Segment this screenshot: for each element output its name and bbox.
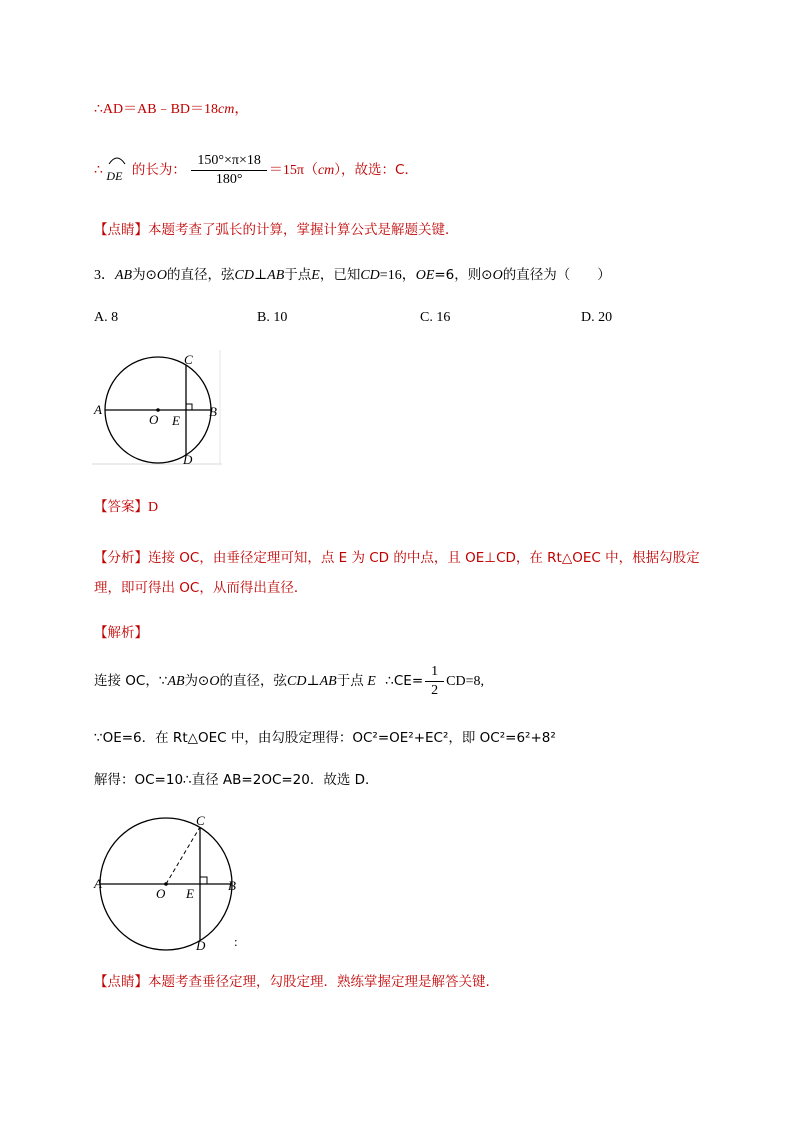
stray-colon: : [234,934,238,949]
arc-length-fraction [191,153,266,188]
circle-figure-2 [92,810,244,952]
label-o: O [149,412,159,427]
label-e: E [186,886,194,901]
label-b: B [228,878,236,893]
dianjing-note-1 [94,220,459,241]
arc-mark-icon [106,148,128,168]
dianjing-tag: 【点睛】 [94,974,148,990]
analysis-tag: 【分析】 [94,550,148,566]
fraction-numerator: 1 [425,664,444,682]
label-e: E [172,413,180,428]
choice-d[interactable]: D. 20 [581,310,613,325]
arc-label: DE [106,169,123,183]
choice-b[interactable]: B. 10 [257,310,288,325]
therefore-symbol: ∴ [94,163,103,178]
equation-text: AD＝AB﹣BD＝18 [102,102,219,117]
half-fraction [425,664,444,699]
label-d: D [183,452,193,467]
solution-line-1: 连接 OC，∵AB为⊙O的直径，弦CD⊥AB于点 E ∴CE= $\frac{1}{2}$ CD=8, [94,664,484,699]
arc-length-line [94,150,418,190]
solution-line-2: ∵OE=6．在 Rt△OEC 中，由勾股定理得：OC²=OE²+EC²，即 OC²=6²+8² [94,730,556,746]
solution-line-ad [94,100,248,120]
analysis-text: 连接 OC，由垂径定理可知，点 E 为 CD 的中点，且 OE⊥CD，在 Rt△OEC 中，根据勾股定 [148,550,700,566]
arc-length-label: 的长为： [131,162,186,178]
solution-line-3: 解得：OC=10∴直径 AB=2OC=20．故选 D． [94,772,379,788]
therefore-symbol: ∴ [94,102,103,117]
label-a: A [94,402,102,417]
label-o: O [156,886,166,901]
label-d: D [196,938,206,952]
answer-value: D [148,500,159,515]
right-angle-mark [200,877,207,884]
answer-tag: 【答案】 [94,499,148,515]
dianjing-tag: 【点睛】 [94,222,148,238]
fraction-numerator: 150°×π×18 [191,153,266,171]
dianjing-note-2 [94,972,490,993]
choice-a[interactable]: A. 8 [94,310,119,325]
result-text: ＝15π（ [268,163,318,178]
label-a: A [94,876,102,891]
label-c: C [196,813,205,828]
dianjing-text: 本题考查了弧长的计算，掌握计算公式是解题关键． [148,222,459,238]
choice-c[interactable]: C. 16 [420,310,451,325]
choice-text: ），故选：C． [334,162,418,178]
circle-figure-1 [92,350,224,468]
fraction-denominator: 180° [215,172,243,188]
unit-text: cm [218,102,235,117]
analysis-line-1 [94,548,700,569]
question-number: 3． [94,268,115,283]
jiexi-tag: 【解析】 [94,625,148,641]
punct: ， [234,102,249,117]
label-c: C [184,352,193,367]
unit-text: cm [317,163,335,178]
answer-line [94,497,158,518]
label-b: B [209,404,217,419]
question-3: 3．AB为⊙O的直径，弦CD⊥AB于点E，已知CD=16，OE=6，则⊙O的直径为（ ） [94,267,611,283]
analysis-line-2: 理，即可得出 OC，从而得出直径． [94,580,308,596]
fraction-denominator: 2 [431,683,439,699]
segment-oc-dashed [166,827,200,884]
dianjing-text: 本题考查垂径定理，勾股定理．熟练掌握定理是解答关键. [148,974,490,990]
arc-de [106,150,128,191]
